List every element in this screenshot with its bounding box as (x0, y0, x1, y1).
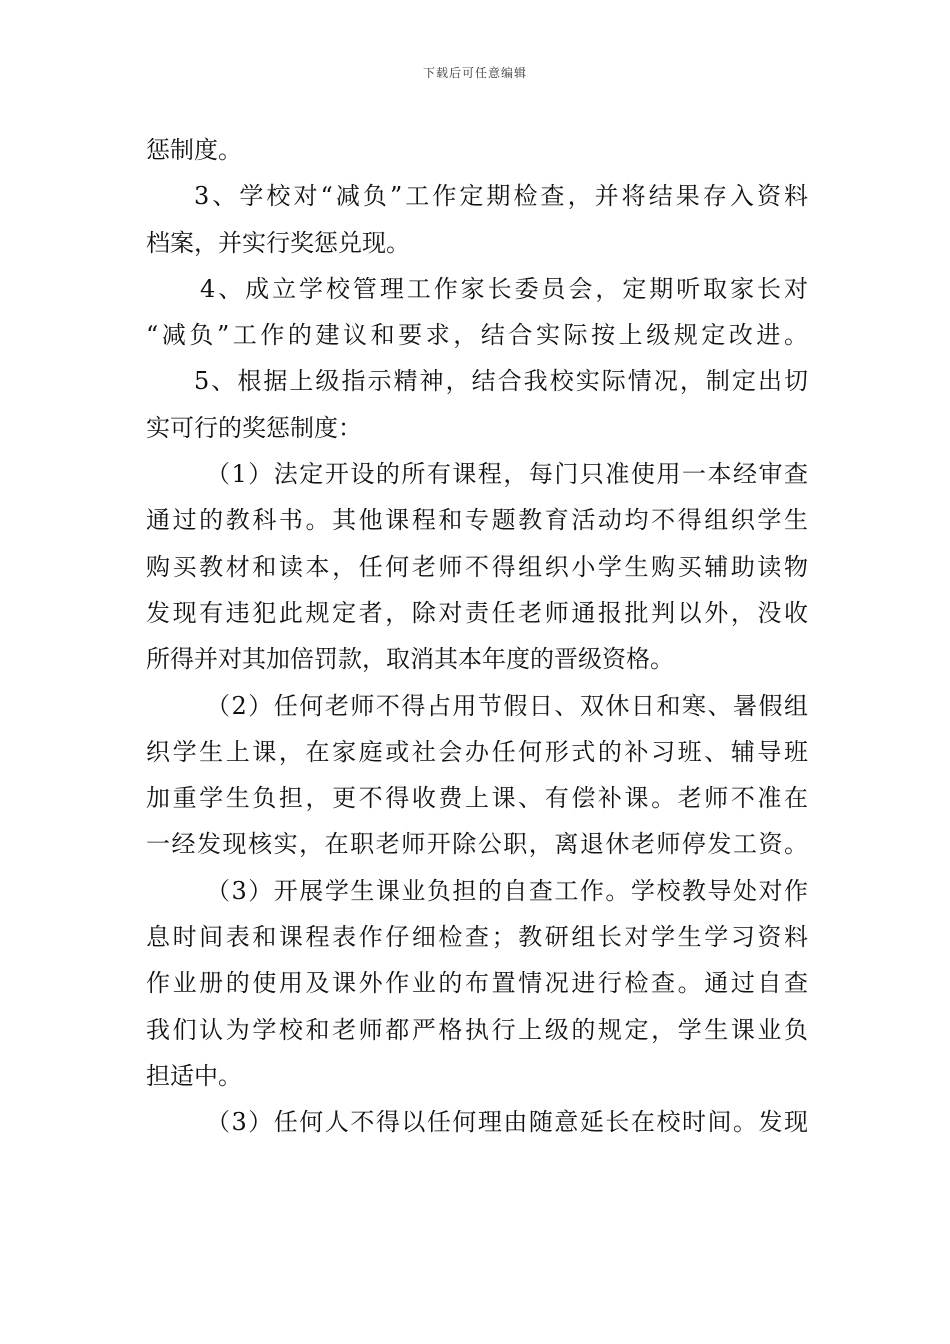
text-line: 通过的教科书。其他课程和专题教育活动均不得组织学生 (146, 506, 808, 535)
text-line: “减负”工作的建议和要求，结合实际按上级规定改进。 (146, 321, 808, 350)
text-line: 担适中。 (146, 1061, 242, 1090)
text-line: 织学生上课，在家庭或社会办任何形式的补习班、辅导班 (146, 737, 808, 766)
text-line: 4、成立学校管理工作家长委员会，定期听取家长对 (200, 274, 808, 303)
text-line: 作业册的使用及课外作业的布置情况进行检查。通过自查 (146, 969, 808, 998)
text-line: 息时间表和课程表作仔细检查；教研组长对学生学习资料 (146, 923, 808, 952)
text-line: （1）法定开设的所有课程，每门只准使用一本经审查 (206, 460, 808, 489)
page-header: 下载后可任意编辑 (422, 66, 527, 80)
text-line: 实可行的奖惩制度： (146, 413, 362, 442)
text-line: 发现有违犯此规定者，除对责任老师通报批判以外，没收 (146, 598, 808, 627)
document-body (146, 127, 808, 1146)
text-line: 我们认为学校和老师都严格执行上级的规定，学生课业负 (146, 1015, 808, 1044)
text-line: 惩制度。 (146, 136, 242, 164)
text-line: （3）开展学生课业负担的自查工作。学校教导处对作 (206, 876, 808, 905)
text-line: 一经发现核实，在职老师开除公职，离退休老师停发工资。 (146, 830, 808, 859)
text-line: 5、根据上级指示精神，结合我校实际情况，制定出切 (194, 367, 808, 396)
text-line: 3、学校对“减负”工作定期检查，并将结果存入资料 (194, 182, 808, 211)
text-line: （2）任何老师不得占用节假日、双休日和寒、暑假组 (206, 691, 808, 720)
text-line: （3）任何人不得以任何理由随意延长在校时间。发现 (206, 1108, 808, 1137)
text-line: 加重学生负担，更不得收费上课、有偿补课。老师不准在 (146, 784, 808, 813)
text-line: 购买教材和读本，任何老师不得组织小学生购买辅助读物 (146, 552, 808, 581)
text-line: 所得并对其加倍罚款，取消其本年度的晋级资格。 (146, 645, 674, 674)
text-line: 档案，并实行奖惩兑现。 (146, 228, 410, 257)
